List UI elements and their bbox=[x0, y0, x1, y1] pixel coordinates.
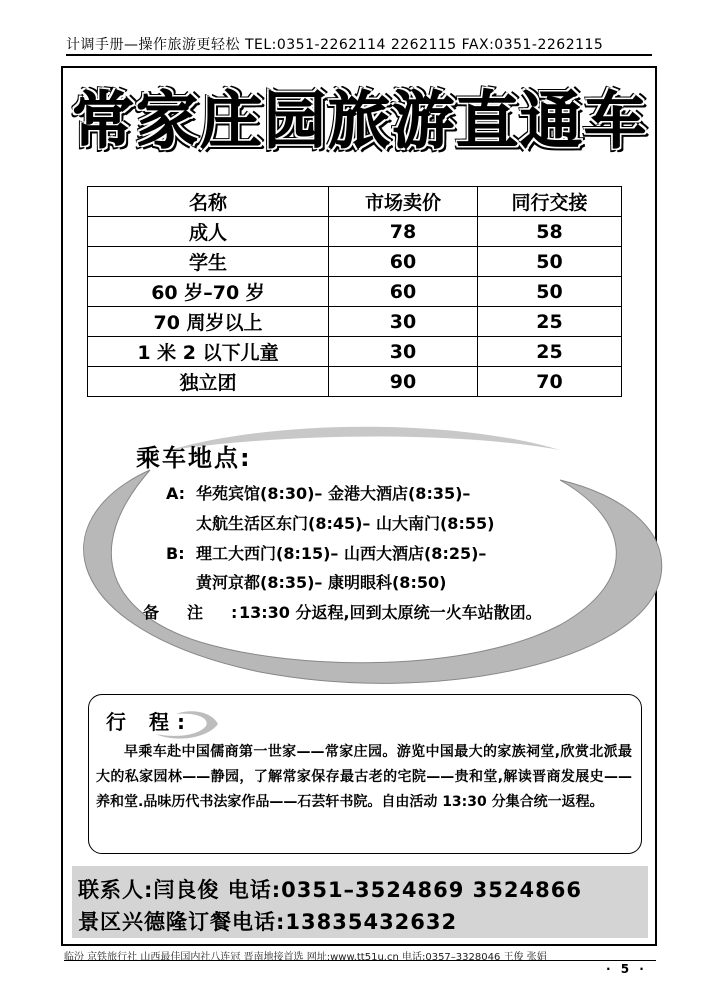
row-name: 成人 bbox=[88, 217, 329, 247]
header-trade-price: 同行交接 bbox=[478, 187, 622, 217]
note-line bbox=[143, 600, 542, 623]
row-name: 学生 bbox=[88, 247, 329, 277]
table-row bbox=[88, 367, 622, 397]
route-a-line-1 bbox=[166, 481, 470, 504]
row-name: 60 岁–70 岁 bbox=[88, 277, 329, 307]
itinerary-text: 早乘车赴中国儒商第一世家——常家庄园。游览中国最大的家族祠堂,欣赏北派最大的私家园林——静园，了解常家保存最古老的宅院——贵和堂,解读晋商发展史——养和堂.品味历代书法家作品——石芸轩书院。自由活动 13:30 分集合统一返程。 bbox=[96, 744, 632, 810]
row-market-price: 30 bbox=[329, 307, 478, 337]
route-label: A: bbox=[166, 484, 186, 503]
pickup-title: 乘车地点: bbox=[136, 444, 252, 472]
route-text: 华苑宾馆(8:30)– 金港大酒店(8:35)– bbox=[196, 484, 471, 503]
contact-line-2: 景区兴德隆订餐电话:13835432632 bbox=[78, 910, 458, 934]
footer-rule bbox=[64, 960, 656, 961]
row-name: 70 周岁以上 bbox=[88, 307, 329, 337]
row-trade-price: 25 bbox=[478, 337, 622, 367]
row-trade-price: 58 bbox=[478, 217, 622, 247]
row-market-price: 60 bbox=[329, 247, 478, 277]
row-market-price: 60 bbox=[329, 277, 478, 307]
row-market-price: 90 bbox=[329, 367, 478, 397]
table-row bbox=[88, 247, 622, 277]
row-market-price: 30 bbox=[329, 337, 478, 367]
row-trade-price: 70 bbox=[478, 367, 622, 397]
header-name: 名称 bbox=[88, 187, 329, 217]
header-rule bbox=[66, 54, 652, 56]
footer-text: 临汾 京铁旅行社 山西最佳国内社八连冠 晋南地接首选 网址:www.tt51u.cn 电话:0357–3328046 王俊 张娟 bbox=[64, 952, 547, 963]
table-row bbox=[88, 337, 622, 367]
table-row bbox=[88, 217, 622, 247]
route-text: 理工大西门(8:15)– 山西大酒店(8:25)– bbox=[196, 544, 487, 563]
price-table bbox=[87, 186, 622, 397]
table-header-row bbox=[88, 187, 622, 217]
table-row bbox=[88, 277, 622, 307]
contact-line-1: 联系人:闫良俊 电话:0351–3524869 3524866 bbox=[78, 878, 582, 902]
route-a-line-2 bbox=[196, 511, 494, 534]
row-market-price: 78 bbox=[329, 217, 478, 247]
header-text: 计调手册—操作旅游更轻松 TEL:0351-2262114 2262115 FAX:0351-2262115 bbox=[66, 37, 604, 53]
note-text: 13:30 分返程,回到太原统一火车站散团。 bbox=[239, 603, 542, 622]
route-text: 黄河京都(8:35)– 康明眼科(8:50) bbox=[196, 573, 447, 592]
header-market-price: 市场卖价 bbox=[329, 187, 478, 217]
route-text: 太航生活区东门(8:45)– 山大南门(8:55) bbox=[196, 514, 495, 533]
row-trade-price: 50 bbox=[478, 277, 622, 307]
page-title: 常家庄园旅游直通车 bbox=[71, 84, 648, 157]
row-trade-price: 50 bbox=[478, 247, 622, 277]
row-trade-price: 25 bbox=[478, 307, 622, 337]
note-label: 备注: bbox=[143, 603, 266, 622]
route-b-line-2 bbox=[196, 570, 446, 593]
route-label: B: bbox=[166, 544, 185, 563]
itinerary-title: 行 程: bbox=[106, 710, 193, 734]
page-number: · 5 · bbox=[606, 962, 647, 976]
route-b-line-1 bbox=[166, 541, 486, 564]
row-name: 1 米 2 以下儿童 bbox=[88, 337, 329, 367]
row-name: 独立团 bbox=[88, 367, 329, 397]
table-row bbox=[88, 307, 622, 337]
